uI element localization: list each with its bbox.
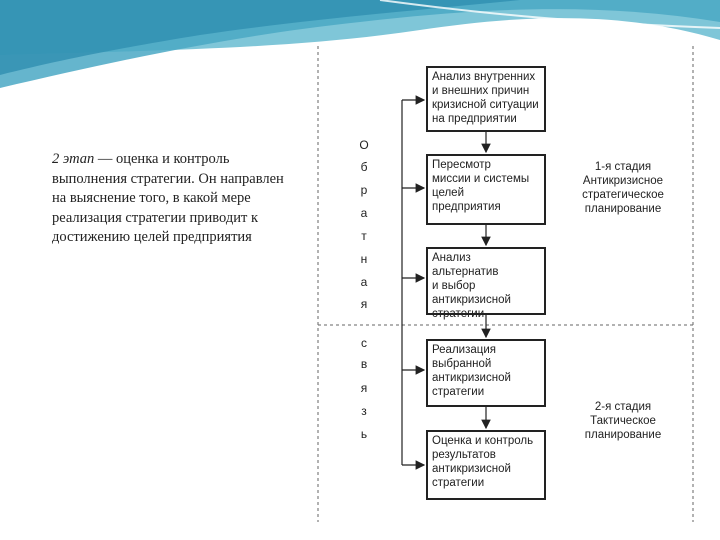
stage-line: Тактическое: [590, 415, 656, 427]
box-line: антикризисной: [432, 294, 511, 306]
process-box-mission: [426, 154, 546, 225]
box-line: стратегии: [432, 477, 485, 489]
feedback-letter: ь: [360, 427, 368, 441]
box-line: стратегии: [432, 386, 485, 398]
feedback-letter: т: [361, 229, 367, 243]
feedback-letter: О: [359, 138, 369, 152]
box-line: Анализ альтернатив: [432, 252, 499, 278]
box-line: и выбор: [432, 280, 476, 292]
box-line: миссии и системы: [432, 173, 530, 185]
box-line: антикризисной: [432, 463, 511, 475]
feedback-letter: я: [360, 297, 368, 311]
stage-line: планирование: [584, 429, 662, 441]
stage-line: Антикризисное: [582, 175, 664, 187]
box-line: на предприятии: [432, 113, 517, 125]
stage-line: 2-я стадия: [594, 401, 652, 413]
feedback-letter: а: [360, 275, 368, 289]
box-line: и внешних причин: [432, 85, 530, 97]
feedback-letter: я: [360, 381, 368, 395]
feedback-letter: р: [360, 183, 368, 197]
box-line: Реализация: [432, 344, 496, 356]
box-line: Пересмотр: [432, 159, 491, 171]
stage-1-label: [568, 160, 678, 216]
stage-text: — оценка и контроль выполнения стратегии. Он направлен на выяснение того, в какой мере реализация стратегии приводит к достижению целей предприятия: [52, 151, 284, 245]
process-box-evaluation: [426, 430, 546, 500]
box-line: кризисной ситуации: [432, 99, 539, 111]
feedback-letter: с: [361, 336, 367, 350]
feedback-letter: н: [360, 252, 368, 266]
box-line: предприятия: [432, 201, 501, 213]
stage-line: 1-я стадия: [594, 161, 652, 173]
box-line: результатов: [432, 449, 496, 461]
box-line: стратегии: [432, 308, 485, 320]
process-box-alternatives: [426, 247, 546, 320]
box-line: антикризисной: [432, 372, 511, 384]
box-line: целей: [432, 187, 465, 199]
stage-label: 2 этап: [52, 151, 95, 167]
feedback-letter: а: [360, 206, 368, 220]
box-line: выбранной: [432, 358, 492, 370]
feedback-letter: в: [360, 357, 368, 371]
box-line: Оценка и контроль: [432, 435, 534, 447]
process-box-analysis: [426, 66, 546, 132]
feedback-letter: з: [361, 404, 367, 418]
process-box-implementation: [426, 339, 546, 407]
feedback-letter: б: [360, 160, 368, 174]
stage-line: планирование: [584, 203, 662, 215]
stage-2-label: [568, 400, 678, 442]
box-line: Анализ внутренних: [432, 71, 536, 83]
stage-line: стратегическое: [582, 189, 664, 201]
